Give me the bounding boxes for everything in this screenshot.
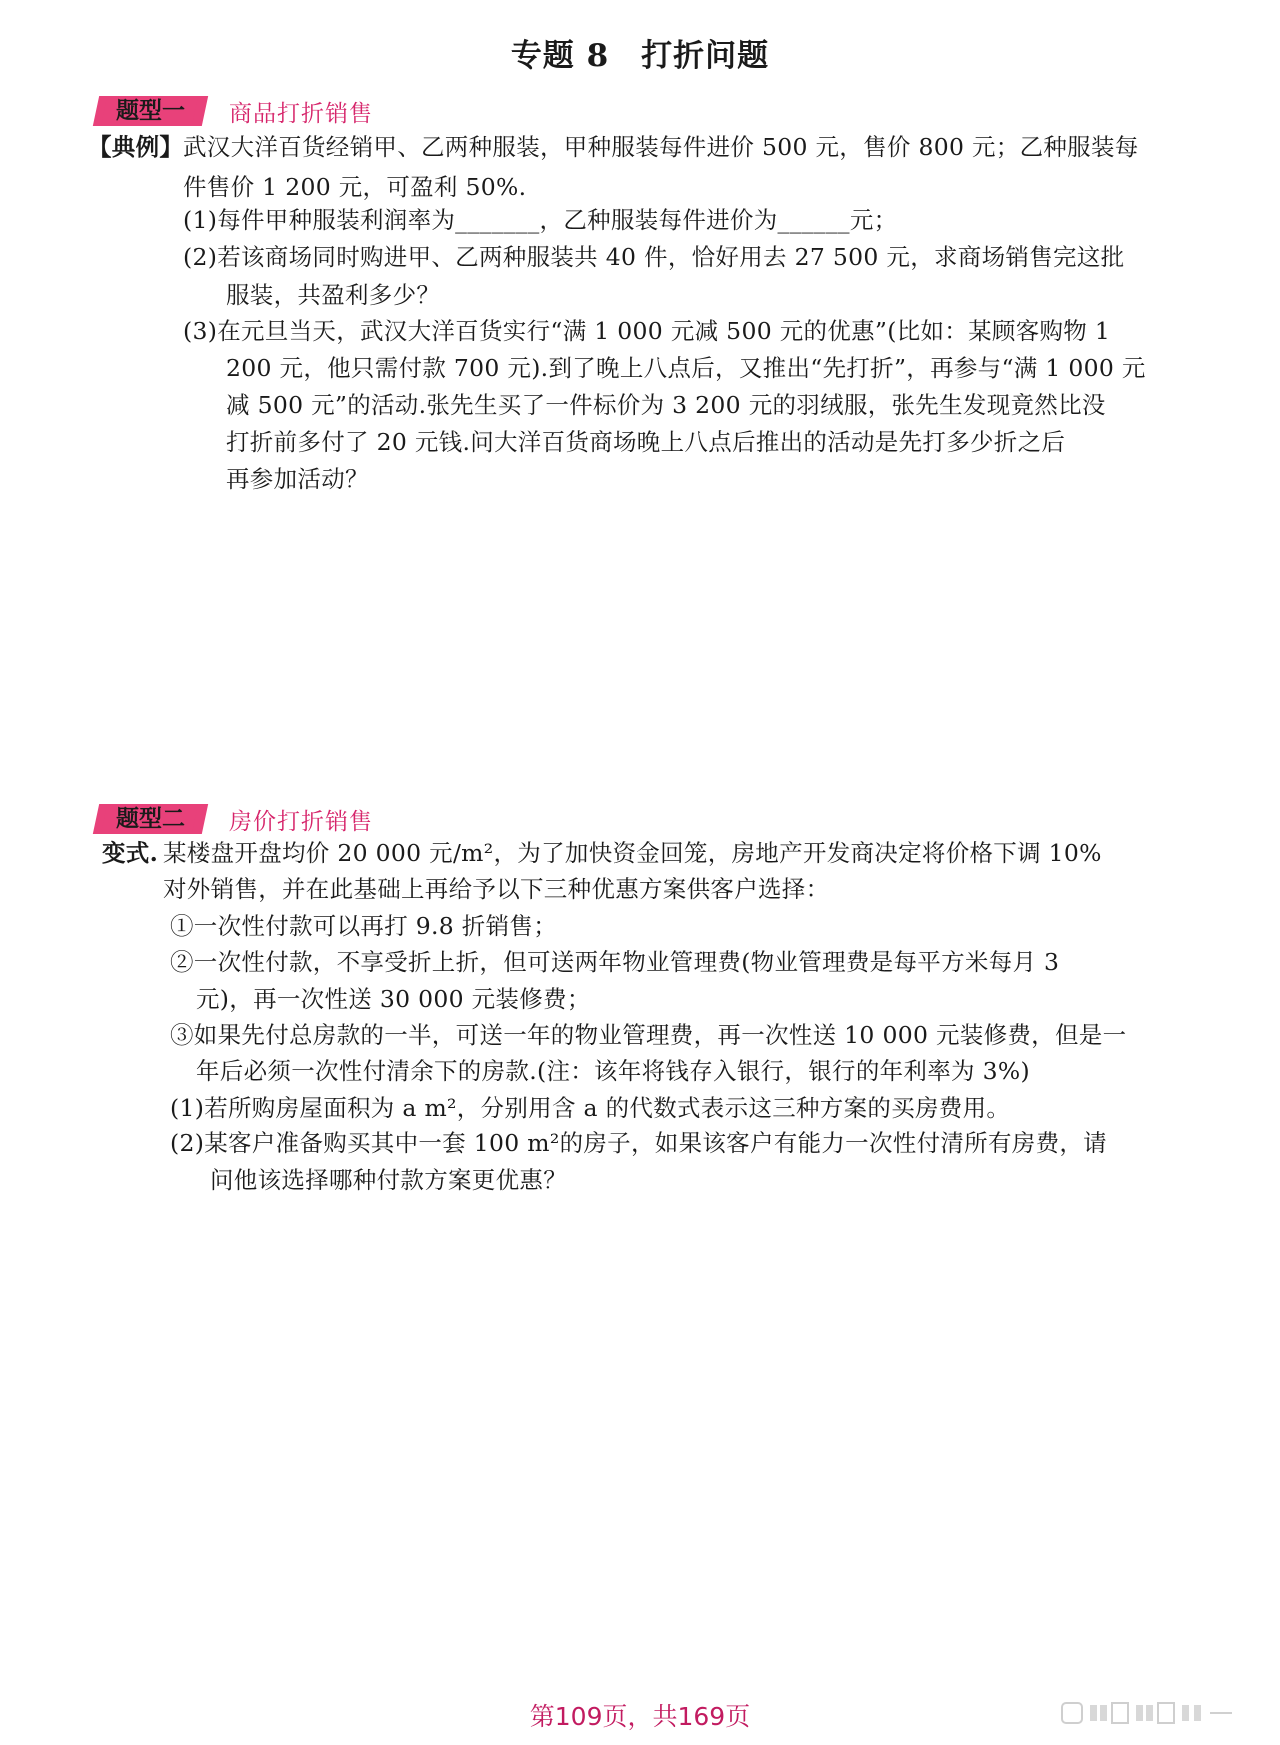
page-number: 第109页，共169页 bbox=[529, 1702, 751, 1731]
section-1-tag: 题型一 bbox=[100, 96, 199, 126]
question-1: (1)每件甲种服装利润率为_______，乙种服装每件进价为______元； bbox=[183, 206, 898, 234]
option-3-cont: 年后必须一次性付清余下的房款.(注：该年将钱存入银行，银行的年利率为 3%) bbox=[196, 1057, 1030, 1085]
section-1-name: 商品打折销售 bbox=[229, 100, 373, 127]
question-1: (1)若所购房屋面积为 a m²，分别用含 a 的代数式表示这三种方案的买房费用。 bbox=[170, 1094, 1011, 1122]
problem-line: 对外销售，并在此基础上再给予以下三种优惠方案供客户选择： bbox=[163, 875, 830, 903]
question-2-cont: 问他该选择哪种付款方案更优惠？ bbox=[210, 1166, 567, 1194]
problem-line: 件售价 1 200 元，可盈利 50%. bbox=[183, 173, 527, 201]
watermark-logo bbox=[1060, 1700, 1240, 1726]
option-2-cont: 元)，再一次性送 30 000 元装修费； bbox=[196, 985, 591, 1013]
question-2: (2)某客户准备购买其中一套 100 m²的房子，如果该客户有能力一次性付清所有房费，请 bbox=[170, 1129, 1107, 1157]
question-3-cont: 打折前多付了 20 元钱.问大洋百货商场晚上八点后推出的活动是先打多少折之后 bbox=[226, 428, 1066, 456]
problem-line: 某楼盘开盘均价 20 000 元/m²，为了加快资金回笼，房地产开发商决定将价格下调 10% bbox=[163, 839, 1102, 867]
example-label: 【典例】 bbox=[88, 133, 184, 161]
question-2: (2)若该商场同时购进甲、乙两种服装共 40 件，恰好用去 27 500 元，求商场销售完这批 bbox=[183, 243, 1125, 271]
variant-label: 变式. bbox=[102, 839, 159, 867]
section-2-tag: 题型二 bbox=[100, 804, 199, 834]
page-title: 专题 8 打折问题 bbox=[510, 38, 770, 74]
problem-line: 武汉大洋百货经销甲、乙两种服装，甲种服装每件进价 500 元，售价 800 元；乙种服装每 bbox=[183, 133, 1139, 161]
question-2-cont: 服装，共盈利多少？ bbox=[226, 281, 441, 309]
section-2-name: 房价打折销售 bbox=[229, 808, 373, 835]
option-3: ③如果先付总房款的一半，可送一年的物业管理费，再一次性送 10 000 元装修费，但是一 bbox=[170, 1021, 1127, 1049]
question-3-cont: 200 元，他只需付款 700 元).到了晚上八点后，又推出“先打折”，再参与“满 1 000 元 bbox=[226, 354, 1146, 382]
question-3-cont: 减 500 元”的活动.张先生买了一件标价为 3 200 元的羽绒服，张先生发现竟然比没 bbox=[226, 391, 1106, 419]
question-3: (3)在元旦当天，武汉大洋百货实行“满 1 000 元减 500 元的优惠”(比如：某顾客购物 1 bbox=[183, 317, 1111, 345]
section-2-header bbox=[100, 802, 373, 836]
section-1-header bbox=[100, 94, 373, 128]
question-3-cont: 再参加活动？ bbox=[226, 465, 369, 493]
option-1: ①一次性付款可以再打 9.8 折销售； bbox=[170, 912, 558, 940]
option-2: ②一次性付款，不享受折上折，但可送两年物业管理费(物业管理费是每平方米每月 3 bbox=[170, 948, 1060, 976]
